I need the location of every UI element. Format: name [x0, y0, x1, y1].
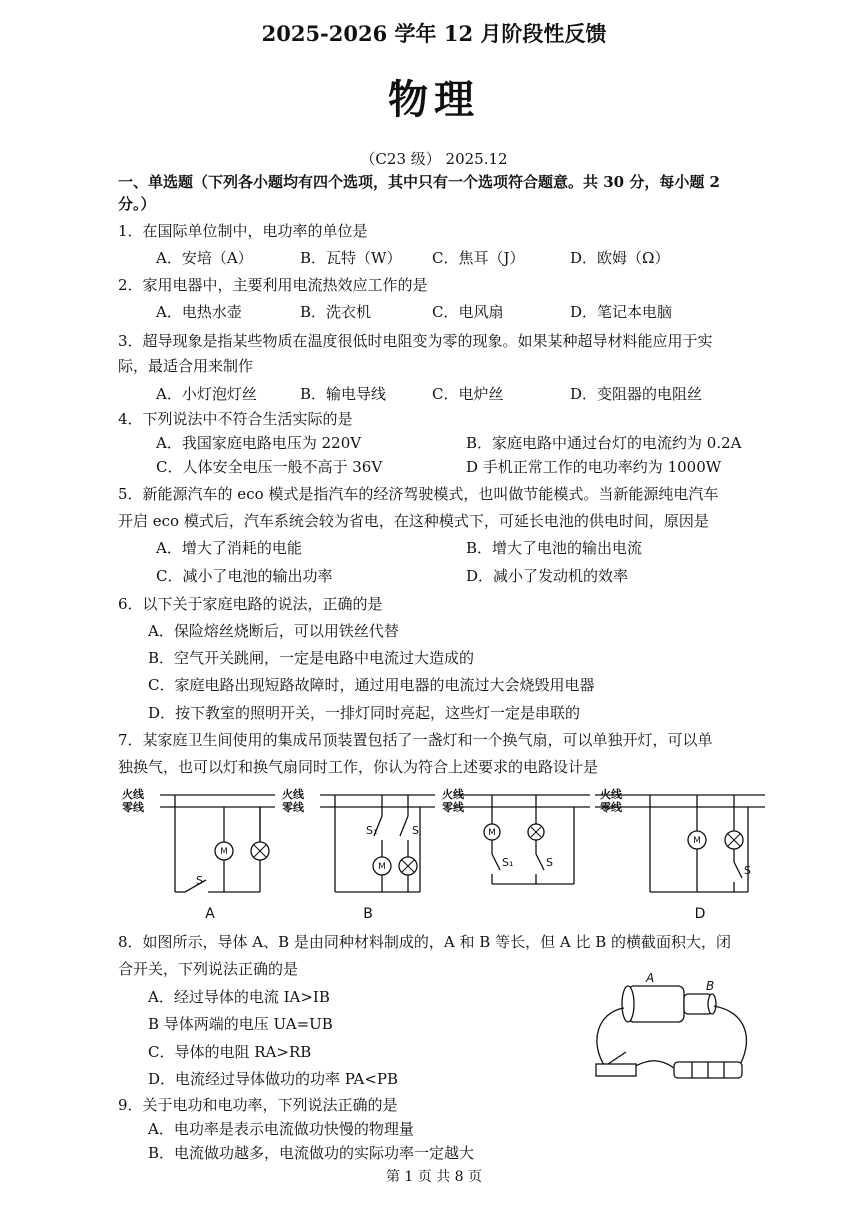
diagram-label-d: D	[694, 906, 706, 922]
q5-option-b: B．增大了电池的输出电流	[466, 539, 643, 557]
page-footer: 第 1 页 共 8 页	[385, 1169, 483, 1185]
q4-option-d: D 手机正常工作的电功率约为 1000W	[466, 458, 722, 476]
q6-option-a: A．保险熔丝烧断后，可以用铁丝代替	[148, 622, 399, 640]
q8-conductor-circuit-figure	[588, 972, 768, 1092]
diagram-label-b: B	[363, 906, 373, 922]
question-5-stem-cont: 开启 eco 模式后，汽车系统会较为省电，在这种模式下，可延长电池的供电时间，原因是	[118, 512, 709, 530]
live-wire-label-b: 火线	[282, 788, 304, 801]
q7-circuit-diagrams	[120, 784, 780, 924]
q1-option-b: B．瓦特（W）	[300, 249, 402, 267]
q8-option-c: C．导体的电阻 RA>RB	[148, 1043, 312, 1061]
svg-text:M: M	[220, 847, 228, 857]
subject-title: 物理	[388, 76, 480, 123]
q5-option-a: A．增大了消耗的电能	[156, 539, 302, 557]
switch-label: S	[546, 856, 553, 869]
switch-label: S₁	[366, 824, 378, 837]
q6-option-c: C．家庭电路出现短路故障时，通过用电器的电流过大会烧毁用电器	[148, 676, 595, 694]
q4-option-a: A．我国家庭电路电压为 220V	[156, 434, 362, 452]
switch-label: S	[412, 824, 419, 837]
q6-option-d: D．按下教室的照明开关，一排灯同时亮起，这些灯一定是串联的	[148, 704, 581, 722]
q3-option-a: A．小灯泡灯丝	[156, 385, 257, 403]
q3-option-c: C．电炉丝	[432, 385, 504, 403]
q2-option-d: D．笔记本电脑	[570, 303, 673, 321]
neutral-wire-label-d: 零线	[600, 801, 622, 814]
switch-label: S₁	[502, 856, 514, 869]
question-8-stem: 8．如图所示，导体 A、B 是由同种材料制成的，A 和 B 等长，但 A 比 B 的横截面积大，闭	[118, 933, 732, 951]
live-wire-label-d: 火线	[600, 788, 622, 801]
neutral-wire-label-c: 零线	[442, 801, 464, 814]
q3-option-d: D．变阻器的电阻丝	[570, 385, 703, 403]
live-wire-label-a: 火线	[122, 788, 144, 801]
live-wire-label-c: 火线	[442, 788, 464, 801]
diagram-label-a: A	[205, 906, 215, 922]
question-8-stem-cont: 合开关，下列说法正确的是	[118, 960, 299, 978]
question-7-stem-cont: 独换气，也可以灯和换气扇同时工作，你认为符合上述要求的电路设计是	[118, 758, 599, 776]
exam-title: 2025-2026 学年 12 月阶段性反馈	[261, 21, 607, 46]
svg-text:M: M	[488, 828, 496, 838]
q4-option-c: C．人体安全电压一般不高于 36V	[156, 458, 383, 476]
section-heading: 一、单选题（下列各小题均有四个选项，其中只有一个选项符合题意。共 30 分，每小题 2	[118, 173, 720, 191]
figure-label-b: B	[706, 979, 715, 993]
conductor-a	[628, 986, 684, 1022]
switch-label: S	[196, 874, 203, 887]
q8-option-b: B 导体两端的电压 UA=UB	[148, 1015, 333, 1033]
question-3-stem: 3．超导现象是指某些物质在温度很低时电阻变为零的现象。如果某种超导材料能应用于实	[118, 332, 713, 350]
section-heading-cont: 分。）	[118, 195, 156, 213]
question-3-stem-cont: 际，最适合用来制作	[118, 357, 254, 375]
q2-option-b: B．洗衣机	[300, 303, 372, 321]
question-7-stem: 7．某家庭卫生间使用的集成吊顶装置包括了一盏灯和一个换气扇，可以单独开灯，可以单	[118, 731, 713, 749]
q8-option-d: D．电流经过导体做功的功率 PA<PB	[148, 1070, 399, 1088]
switch-label: S	[744, 864, 751, 877]
question-5-stem: 5．新能源汽车的 eco 模式是指汽车的经济驾驶模式，也叫做节能模式。当新能源纯电汽车	[118, 485, 719, 503]
neutral-wire-label-b: 零线	[282, 801, 304, 814]
q1-option-a: A．安培（A）	[156, 249, 253, 267]
svg-text:M: M	[378, 862, 386, 872]
q9-option-b: B．电流做功越多，电流做功的实际功率一定越大	[148, 1144, 475, 1162]
question-2-stem: 2．家用电器中，主要利用电流热效应工作的是	[118, 276, 428, 294]
grade-date: （C23 级） 2025.12	[360, 150, 508, 168]
question-9-stem: 9．关于电功和电功率，下列说法正确的是	[118, 1096, 398, 1114]
q3-option-b: B．输电导线	[300, 385, 387, 403]
neutral-wire-label-a: 零线	[122, 801, 144, 814]
q4-option-b: B．家庭电路中通过台灯的电流约为 0.2A	[466, 434, 742, 452]
q5-option-d: D．减小了发动机的效率	[466, 567, 629, 585]
switch-icon	[596, 1064, 636, 1076]
svg-text:M: M	[693, 836, 701, 846]
q2-option-a: A．电热水壶	[156, 303, 242, 321]
figure-label-a: A	[646, 972, 655, 985]
question-4-stem: 4．下列说法中不符合生活实际的是	[118, 410, 353, 428]
question-6-stem: 6．以下关于家庭电路的说法，正确的是	[118, 595, 383, 613]
question-1-stem: 1．在国际单位制中，电功率的单位是	[118, 222, 368, 240]
q9-option-a: A．电功率是表示电流做功快慢的物理量	[148, 1120, 414, 1138]
q1-option-c: C．焦耳（J）	[432, 249, 525, 267]
q2-option-c: C．电风扇	[432, 303, 504, 321]
q6-option-b: B．空气开关跳闸，一定是电路中电流过大造成的	[148, 649, 475, 667]
q8-option-a: A．经过导体的电流 IA>IB	[148, 988, 330, 1006]
q5-option-c: C．减小了电池的输出功率	[156, 567, 333, 585]
q1-option-d: D．欧姆（Ω）	[570, 249, 670, 267]
